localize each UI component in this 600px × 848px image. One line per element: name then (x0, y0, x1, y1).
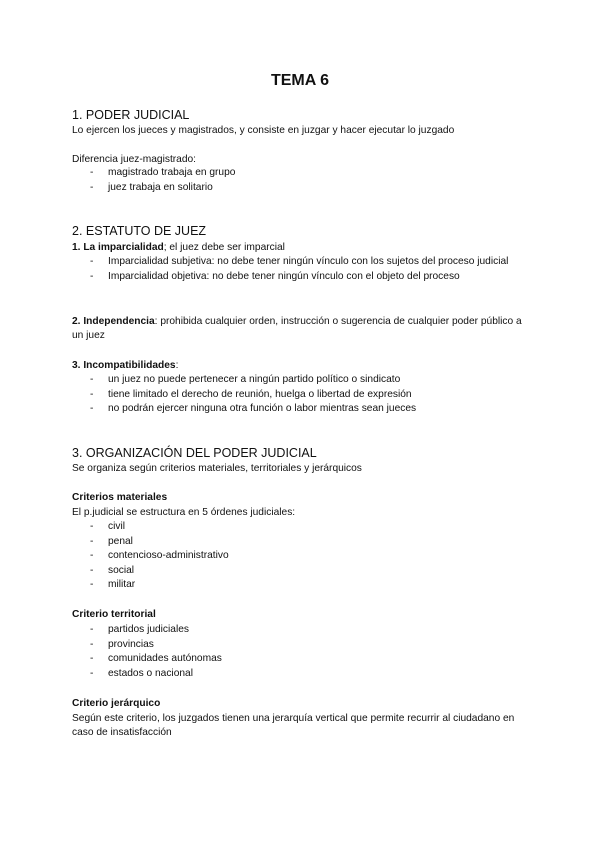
imparcialidad-text: ; el juez debe ser imparcial (163, 242, 285, 253)
list-item: - comunidades autónomas (88, 652, 222, 667)
list-item: - no podrán ejercer ninguna otra función o labor mientras sean jueces (88, 402, 416, 417)
materiales-intro: El p.judicial se estructura en 5 órdenes judiciales: (72, 507, 296, 518)
list-item: - Imparcialidad subjetiva: no debe tener ningún vínculo con los sujetos del proceso judicial (88, 255, 526, 270)
page-title: TEMA 6 (270, 72, 330, 89)
section-2-heading: 2. ESTATUTO DE JUEZ (72, 224, 207, 238)
list-item: - un juez no puede pertenecer a ningún partido político o sindicato (88, 373, 416, 388)
section-3-intro: Se organiza según criterios materiales, territoriales y jerárquicos (72, 463, 362, 474)
list-item: - social (88, 564, 229, 579)
imparcialidad-list (88, 255, 526, 284)
diff-label: Diferencia juez-magistrado: (72, 154, 197, 165)
territorial-list (88, 623, 222, 681)
list-item: - tiene limitado el derecho de reunión, huelga o libertad de expresión (88, 388, 416, 403)
list-item: - estados o nacional (88, 667, 222, 682)
incompatibilidades-text: : (175, 360, 179, 371)
jerarquico-heading: Criterio jerárquico (72, 698, 161, 709)
materiales-heading: Criterios materiales (72, 492, 168, 503)
independencia-paragraph (72, 315, 532, 343)
independencia-label: 2. Independencia (72, 316, 155, 327)
list-item: - partidos judiciales (88, 623, 222, 638)
materiales-list (88, 520, 229, 593)
jerarquico-text: Según este criterio, los juzgados tienen una jerarquía vertical que permite recurrir al ciudadano en caso de insatisfacción (72, 713, 515, 738)
list-item: - magistrado trabaja en grupo (88, 166, 235, 181)
incompatibilidades-line (72, 359, 178, 373)
list-item: - contencioso-administrativo (88, 549, 229, 564)
list-item: - Imparcialidad objetiva: no debe tener ningún vínculo con el objeto del proceso (88, 270, 526, 285)
imparcialidad-label: 1. La imparcialidad (72, 242, 164, 253)
section-3-heading: 3. ORGANIZACIÓN DEL PODER JUDICIAL (72, 446, 317, 460)
list-item: - juez trabaja en solitario (88, 181, 235, 196)
section-1-intro: Lo ejercen los jueces y magistrados, y consiste en juzgar y hacer ejecutar lo juzgado (72, 125, 455, 136)
incompatibilidades-list (88, 373, 416, 417)
list-item: - provincias (88, 638, 222, 653)
list-item: - militar (88, 578, 229, 593)
list-item: - civil (88, 520, 229, 535)
incompatibilidades-label: 3. Incompatibilidades (72, 360, 176, 371)
imparcialidad-line (72, 241, 285, 255)
list-item: - penal (88, 535, 229, 550)
diff-list (88, 166, 235, 195)
independencia-text: : prohibida cualquier orden, instrucción o sugerencia de cualquier poder público a un juez (72, 316, 522, 341)
section-1-heading: 1. PODER JUDICIAL (72, 108, 190, 122)
territorial-heading: Criterio territorial (72, 609, 156, 620)
